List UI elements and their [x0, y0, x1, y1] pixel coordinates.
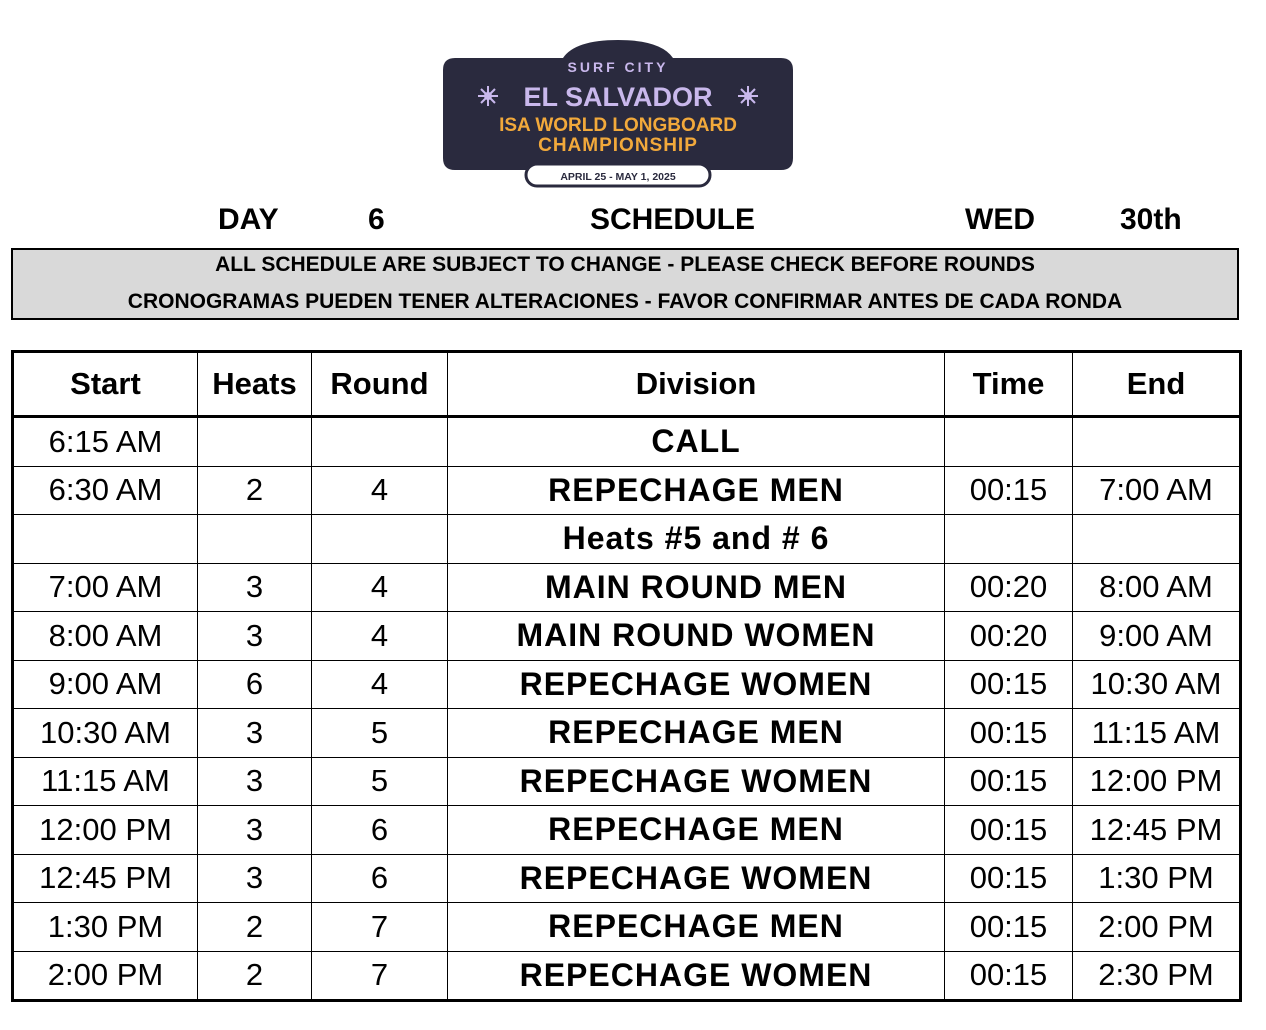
cell-heats: 2: [198, 951, 312, 1001]
cell-round: 6: [312, 854, 448, 903]
col-heats: Heats: [198, 352, 312, 417]
schedule-label: SCHEDULE: [590, 203, 756, 236]
cell-start: 6:30 AM: [13, 466, 198, 515]
weekday: WED: [965, 203, 1035, 236]
notice-english: ALL SCHEDULE ARE SUBJECT TO CHANGE - PLEASE CHECK BEFORE ROUNDS: [215, 253, 1035, 276]
day-number: 6: [368, 203, 385, 236]
cell-round: 7: [312, 951, 448, 1001]
cell-end: 10:30 AM: [1073, 660, 1241, 709]
cell-end: [1073, 515, 1241, 564]
cell-round: 4: [312, 466, 448, 515]
table-row: [13, 612, 1241, 661]
cell-division: REPECHAGE WOMEN: [448, 951, 945, 1001]
col-division: Division: [448, 352, 945, 417]
cell-division: MAIN ROUND WOMEN: [448, 612, 945, 661]
cell-time: 00:15: [945, 903, 1073, 952]
cell-end: 8:00 AM: [1073, 563, 1241, 612]
notice-spanish: CRONOGRAMAS PUEDEN TENER ALTERACIONES - FAVOR CONFIRMAR ANTES DE CADA RONDA: [127, 290, 1123, 313]
cell-division: REPECHAGE WOMEN: [448, 854, 945, 903]
table-row: [13, 709, 1241, 758]
cell-round: 5: [312, 757, 448, 806]
cell-division: REPECHAGE MEN: [448, 466, 945, 515]
cell-start: 9:00 AM: [13, 660, 198, 709]
cell-time: 00:15: [945, 709, 1073, 758]
cell-end: 12:00 PM: [1073, 757, 1241, 806]
table-row: [13, 563, 1241, 612]
cell-division: REPECHAGE WOMEN: [448, 660, 945, 709]
cell-end: 11:15 AM: [1073, 709, 1241, 758]
table-row: [13, 757, 1241, 806]
cell-heats: 3: [198, 563, 312, 612]
cell-time: 00:20: [945, 612, 1073, 661]
cell-start: 2:00 PM: [13, 951, 198, 1001]
cell-end: 12:45 PM: [1073, 806, 1241, 855]
table-row: [13, 515, 1241, 564]
cell-start: 11:15 AM: [13, 757, 198, 806]
col-start: Start: [13, 352, 198, 417]
cell-start: 6:15 AM: [13, 417, 198, 467]
date: 30th: [1120, 203, 1182, 236]
cell-round: 6: [312, 806, 448, 855]
cell-heats: [198, 417, 312, 467]
cell-time: [945, 417, 1073, 467]
table-row: [13, 806, 1241, 855]
cell-end: 7:00 AM: [1073, 466, 1241, 515]
event-logo: [443, 40, 793, 190]
table-row: [13, 660, 1241, 709]
table-row: [13, 466, 1241, 515]
table-row: [13, 903, 1241, 952]
cell-end: 2:30 PM: [1073, 951, 1241, 1001]
cell-time: 00:15: [945, 660, 1073, 709]
cell-round: [312, 515, 448, 564]
cell-end: 9:00 AM: [1073, 612, 1241, 661]
cell-time: 00:15: [945, 806, 1073, 855]
cell-time: 00:20: [945, 563, 1073, 612]
cell-start: 1:30 PM: [13, 903, 198, 952]
logo-isa-world: ISA WORLD LONGBOARD: [499, 115, 737, 136]
cell-heats: 2: [198, 903, 312, 952]
change-notice: [11, 248, 1239, 320]
cell-start: 7:00 AM: [13, 563, 198, 612]
col-time: Time: [945, 352, 1073, 417]
cell-start: [13, 515, 198, 564]
cell-division: MAIN ROUND MEN: [448, 563, 945, 612]
cell-heats: 3: [198, 612, 312, 661]
cell-round: 4: [312, 563, 448, 612]
table-row: [13, 417, 1241, 467]
cell-division: CALL: [448, 417, 945, 467]
table-row: [13, 854, 1241, 903]
col-end: End: [1073, 352, 1241, 417]
cell-round: [312, 417, 448, 467]
table-header-row: [13, 352, 1241, 417]
cell-heats: [198, 515, 312, 564]
cell-time: 00:15: [945, 466, 1073, 515]
cell-heats: 3: [198, 854, 312, 903]
schedule-table: [11, 350, 1242, 1002]
table-row: [13, 951, 1241, 1001]
event-logo-graphic: [443, 40, 793, 190]
logo-el-salvador: EL SALVADOR: [523, 82, 713, 112]
cell-division: REPECHAGE MEN: [448, 903, 945, 952]
cell-heats: 3: [198, 806, 312, 855]
cell-time: [945, 515, 1073, 564]
cell-round: 5: [312, 709, 448, 758]
logo-championship: CHAMPIONSHIP: [538, 135, 698, 156]
flower-icon: [738, 86, 758, 106]
cell-time: 00:15: [945, 757, 1073, 806]
flower-icon: [478, 86, 498, 106]
cell-round: 7: [312, 903, 448, 952]
cell-division: REPECHAGE MEN: [448, 806, 945, 855]
cell-start: 10:30 AM: [13, 709, 198, 758]
day-label: DAY: [218, 203, 279, 236]
cell-time: 00:15: [945, 854, 1073, 903]
cell-start: 8:00 AM: [13, 612, 198, 661]
cell-division: Heats #5 and # 6: [448, 515, 945, 564]
cell-division: REPECHAGE MEN: [448, 709, 945, 758]
cell-end: [1073, 417, 1241, 467]
cell-division: REPECHAGE WOMEN: [448, 757, 945, 806]
cell-start: 12:45 PM: [13, 854, 198, 903]
cell-heats: 3: [198, 757, 312, 806]
cell-time: 00:15: [945, 951, 1073, 1001]
logo-dates: APRIL 25 - MAY 1, 2025: [560, 171, 676, 183]
logo-surf-city: SURF CITY: [567, 59, 669, 75]
cell-end: 1:30 PM: [1073, 854, 1241, 903]
cell-round: 4: [312, 660, 448, 709]
cell-heats: 3: [198, 709, 312, 758]
cell-heats: 2: [198, 466, 312, 515]
col-round: Round: [312, 352, 448, 417]
cell-round: 4: [312, 612, 448, 661]
cell-heats: 6: [198, 660, 312, 709]
cell-start: 12:00 PM: [13, 806, 198, 855]
schedule-title-row: [0, 200, 1266, 240]
cell-end: 2:00 PM: [1073, 903, 1241, 952]
